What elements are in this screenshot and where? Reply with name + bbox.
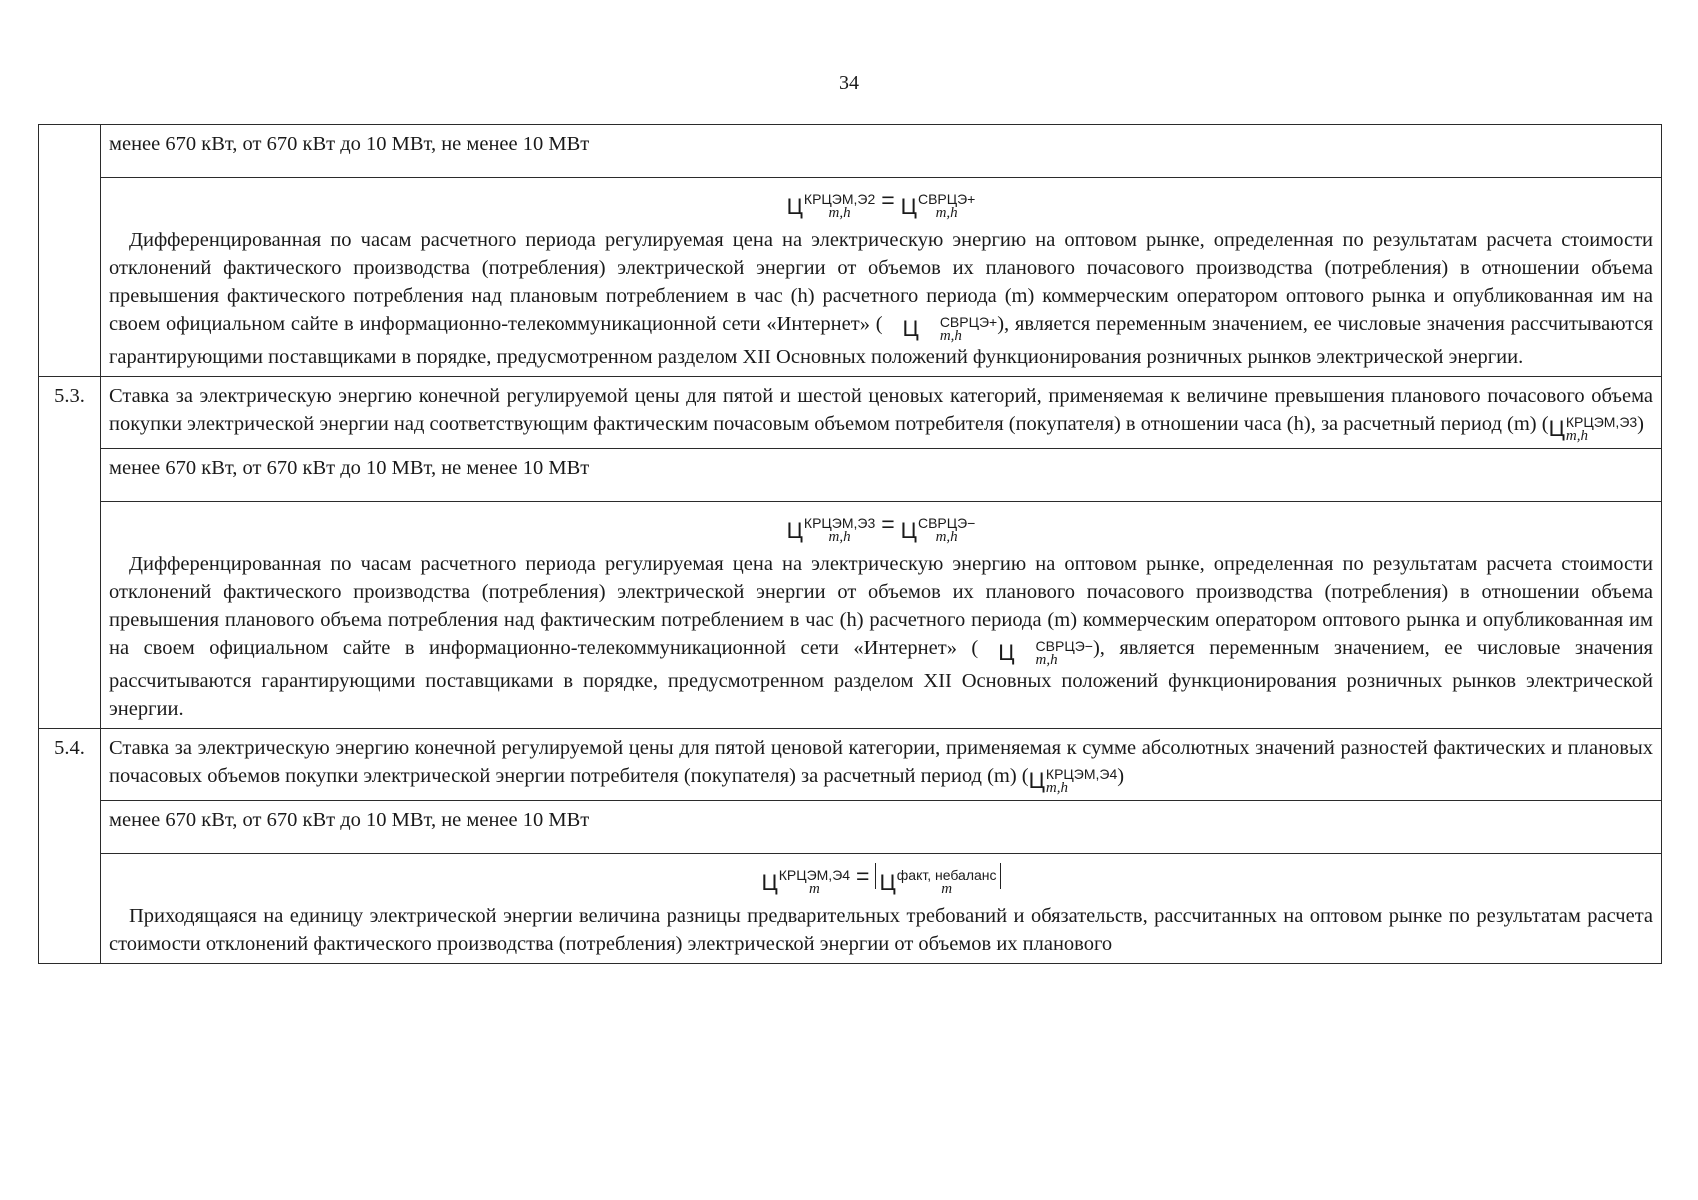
description-cell	[101, 502, 1662, 729]
capacity-category-cell: менее 670 кВт, от 670 кВт до 10 МВт, не менее 10 МВт	[101, 125, 1662, 178]
page-number: 34	[839, 72, 859, 94]
capacity-category-cell: менее 670 кВт, от 670 кВт до 10 МВт, не менее 10 МВт	[101, 801, 1662, 854]
table-row	[39, 449, 1662, 502]
tariff-table	[38, 124, 1662, 964]
description-text: Дифференцированная по часам расчетного периода регулируемая цена на электрическую энергию на оптовом рынке, определенная по результатам расчета стоимости отклонений фактического производства (потребления) электрической энергии от объемов их планового почасового производства (потребления) в отношении объема превышения планового объема потребления над фактическим потреблением в час (h) расчетного периода (m) коммерческим оператором оптового рынка и опубликованная им на своем официальном сайте в информационно-телекоммуникационной сети «Интернет» ( Ц СВРЦЭ− m,h ), является переменным значением, ее числовые значения рассчитываются гарантирующими поставщиками в порядке, предусмотренном разделом XII Основных положений функционирования розничных рынков электрической энергии.	[109, 553, 1653, 720]
description-text: Приходящаяся на единицу электрической энергии величина разницы предварительных требований и обязательств, рассчитанных на оптовом рынке по результатам расчета стоимости отклонений фактического производства (потребления) электрической энергии от объемов их планового	[109, 905, 1653, 955]
table-row	[39, 854, 1662, 964]
formula-krcem-e3: Ц КРЦЭМ,Э3 m,h = Ц СВРЦЭ− m,h	[786, 511, 976, 545]
formula-krcem-e2: Ц КРЦЭМ,Э2 m,h = Ц СВРЦЭ+ m,h	[786, 187, 976, 221]
description-text: Дифференцированная по часам расчетного периода регулируемая цена на электрическую энергию на оптовом рынке, определенная по результатам расчета стоимости отклонений фактического производства (потребления) электрической энергии от объемов их планового почасового производства (потребления) в отношении объема превышения фактического потребления над плановым потреблением в час (h) расчетного периода (m) коммерческим оператором оптового рынка и опубликованная им на своем официальном сайте в информационно-телекоммуникационной сети «Интернет» ( Ц СВРЦЭ+ m,h ), является переменным значением, ее числовые значения рассчитываются гарантирующими поставщиками в порядке, предусмотренном разделом XII Основных положений функционирования розничных рынков электрической энергии.	[109, 229, 1654, 368]
table-row	[39, 125, 1662, 178]
description-cell	[101, 178, 1662, 377]
section-number: 5.3.	[39, 377, 101, 729]
description-cell	[101, 854, 1662, 964]
table-row	[39, 801, 1662, 854]
section-title: Ставка за электрическую энергию конечной регулируемой цены для пятой и шестой ценовых категорий, применяемая к величине превышения планового почасового объема покупки электрической энергии над соответствующим фактическим почасовым объемом потребителя (покупателя) в отношении часа (h), за расчетный период (m) ( Ц КРЦЭМ,Э3 m,h )	[109, 385, 1653, 444]
section-title-cell	[101, 729, 1662, 801]
capacity-category-cell: менее 670 кВт, от 670 кВт до 10 МВт, не менее 10 МВт	[101, 449, 1662, 502]
formula-krcem-e4: Ц КРЦЭМ,Э4 m = Ц факт, небаланс m	[109, 861, 1653, 898]
section-title-cell	[101, 377, 1662, 449]
row-number-cell	[39, 125, 101, 377]
section-number: 5.4.	[39, 729, 101, 964]
section-title: Ставка за электрическую энергию конечной регулируемой цены для пятой ценовой категории, применяемая к сумме абсолютных значений разностей фактических и плановых почасовых объемов покупки электрической энергии потребителя (покупателя) за расчетный период (m) ( Ц КРЦЭМ,Э4 m,h )	[109, 737, 1653, 796]
table-row	[39, 377, 1662, 449]
table-row	[39, 502, 1662, 729]
table-row	[39, 178, 1662, 377]
table-row	[39, 729, 1662, 801]
